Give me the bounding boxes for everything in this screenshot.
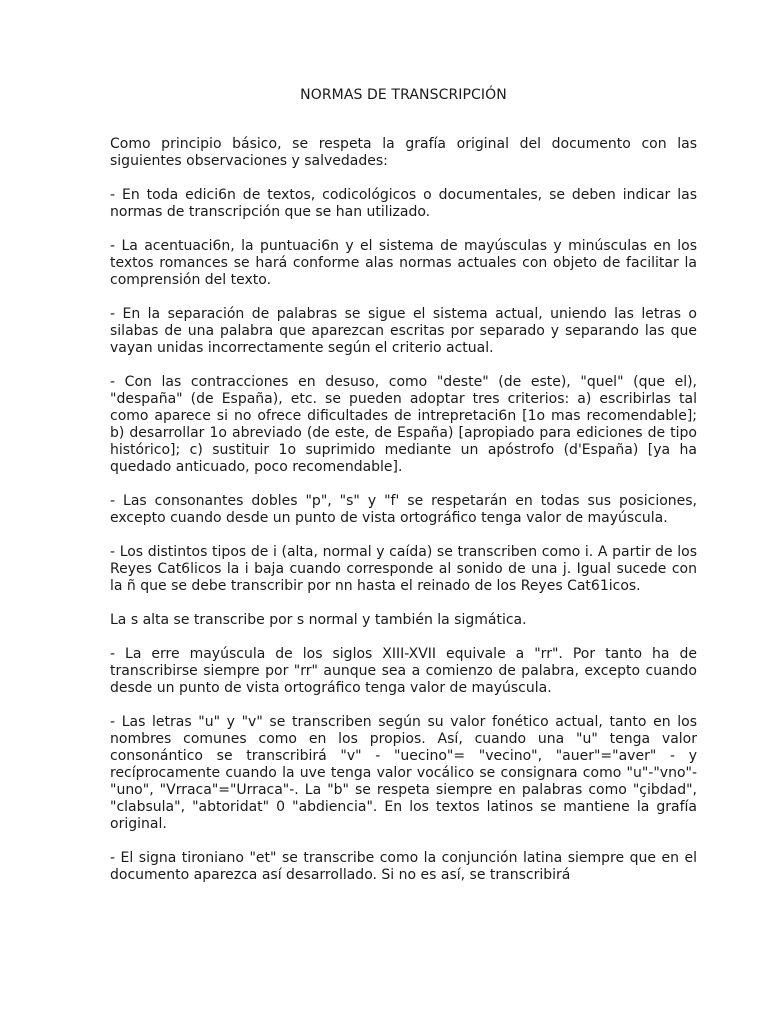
paragraph-contracciones: - Con las contracciones en desuso, como "deste" (de este), "quel" (que el), "despaña" (de España), etc. se pueden adoptar tres criterios: a) escribirlas tal como aparece si no ofrece dificultades de intrepretaci6n [1o mas recomendable]; b) desarrollar 1o abreviado (de este, de España) [apropiado para ediciones de tipo histórico]; c) sustituir 1o suprimido mediante un apóstrofo (d'España) [ya ha quedado anticuado, poco recomendable]. [110, 374, 697, 475]
paragraph-consonantes-dobles: - Las consonantes dobles "p", "s" y "f' se respetarán en todas sus posiciones, excepto cuando desde un punto de vista ortográfico tenga valor de mayúscula. [110, 493, 697, 526]
document-page [110, 86, 697, 884]
document-title: NORMAS DE TRANSCRIPCIÓN [300, 87, 507, 103]
paragraph-normas: - En toda edici6n de textos, codicológicos o documentales, se deben indicar las normas de transcripción que se han utilizado. [110, 187, 697, 220]
paragraph-erre-mayuscula: - La erre mayúscula de los siglos XIII-XVII equivale a "rr". Por tanto ha de transcribirse siempre por "rr" aunque sea a comienzo de palabra, excepto cuando desde un punto de vista ortográfico tenga valor de mayúscula. [110, 646, 697, 696]
paragraph-acentuacion: - La acentuaci6n, la puntuaci6n y el sistema de mayúsculas y minúsculas en los textos romances se hará conforme alas normas actuales con objeto de facilitar la comprensión del texto. [110, 238, 697, 288]
paragraph-s-alta: La s alta se transcribe por s normal y también la sigmática. [110, 612, 527, 628]
paragraph-letras-u-v: - Las letras "u" y "v" se transcriben según su valor fonético actual, tanto en los nombres comunes como en los propios. Así, cuando una "u" tenga valor consonántico se transcribirá "v" - "uecino"= "vecino", "auer"="aver" - y recíprocamente cuando la uve tenga valor vocálico se consignara como "u"-"vno"-"uno", "Vrraca"="Urraca"-. La "b" se respeta siempre en palabras como "çibdad", "clabsula", "abtoridat" 0 "abdiencia". En los textos latinos se mantiene la grafía original. [110, 714, 697, 832]
paragraph-tipos-de-i: - Los distintos tipos de i (alta, normal y caída) se transcriben como i. A partir de los Reyes Cat6licos la i baja cuando corresponde al sonido de una j. Igual sucede con la ñ que se debe transcribir por nn hasta el reinado de los Reyes Cat61icos. [110, 544, 697, 594]
paragraph-signo-tironiano: - El signa tironiano "et" se transcribe como la conjunción latina siempre que en el documento aparezca así desarrollado. Si no es así, se transcribirá [110, 850, 697, 883]
paragraph-separacion: - En la separación de palabras se sigue el sistema actual, uniendo las letras o silabas de una palabra que aparezcan escritas por separado y separando las que vayan unidas incorrectamente según el criterio actual. [110, 306, 697, 356]
paragraph-intro: Como principio básico, se respeta la grafía original del documento con las siguientes observaciones y salvedades: [110, 136, 697, 169]
